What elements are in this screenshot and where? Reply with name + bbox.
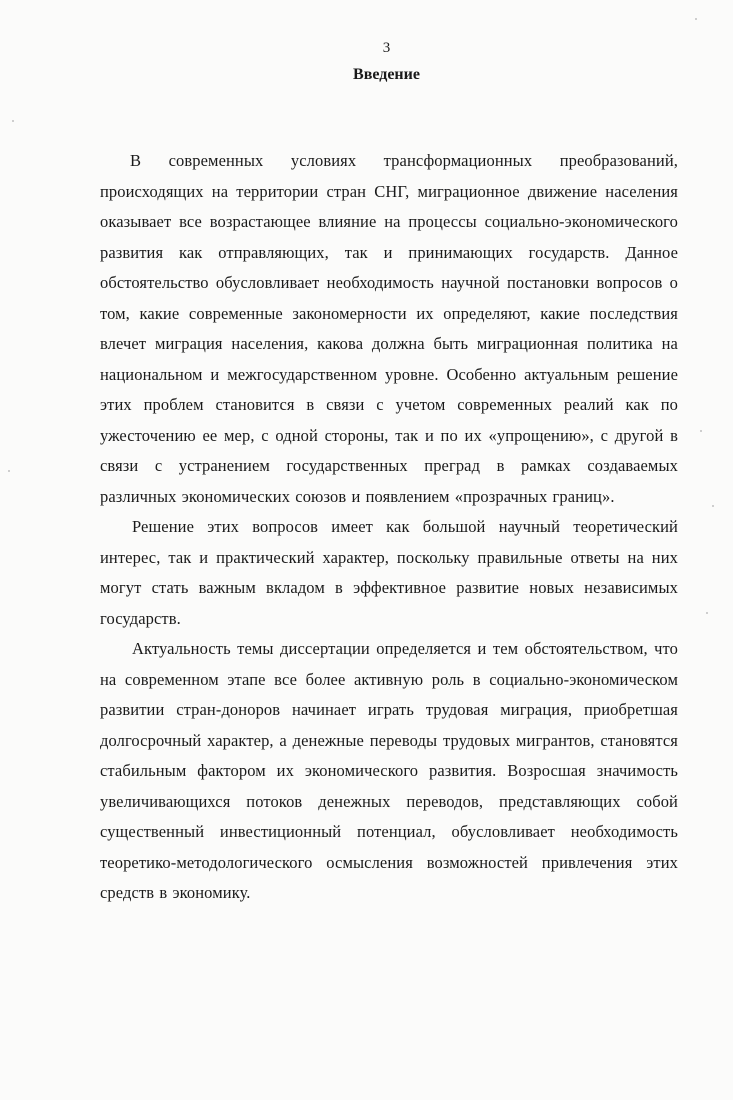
- scan-artifact: [8, 470, 10, 472]
- scan-artifact: [712, 505, 714, 507]
- paragraph: Решение этих вопросов имеет как большой научный теоретический интерес, так и практический характер, поскольку правильные ответы на них могут стать важным вкладом в эффективное развитие новых независимых государств.: [100, 517, 678, 628]
- scan-artifact: [700, 430, 702, 432]
- body-text: [100, 146, 678, 909]
- scan-artifact: [695, 18, 697, 20]
- page-title: Введение: [353, 66, 420, 83]
- scan-artifact: [706, 612, 708, 614]
- paragraph: Актуальность темы диссертации определяется и тем обстоятельством, что на современном этапе все более активную роль в социально-экономическом развитии стран-доноров начинает играть трудовая миграция, приобретшая долгосрочный характер, а денежные переводы трудовых мигрантов, становятся стабильным фактором их экономического развития. Возросшая значимость увеличивающихся потоков денежных переводов, представляющих собой существенный инвестиционный потенциал, обусловливает необходимость теоретико-методологического осмысления возможностей привлечения этих средств в экономику.: [100, 639, 678, 902]
- paragraph: В современных условиях трансформационных преобразований, происходящих на территории стран СНГ, миграционное движение населения оказывает все возрастающее влияние на процессы социально-экономического развития как отправляющих, так и принимающих государств. Данное обстоятельство обусловливает необходимость научной постановки вопросов о том, какие современные закономерности их определяют, какие последствия влечет миграция населения, какова должна быть миграционная политика на национальном и межгосударственном уровне. Особенно актуальным решение этих проблем становится в связи с учетом современных реалий как по ужесточению ее мер, с одной стороны, так и по их «упрощению», с другой в связи с устранением государственных преград в рамках создаваемых различных экономических союзов и появлением «прозрачных границ».: [100, 151, 678, 506]
- page-number: 3: [382, 40, 391, 56]
- scan-artifact: [12, 120, 14, 122]
